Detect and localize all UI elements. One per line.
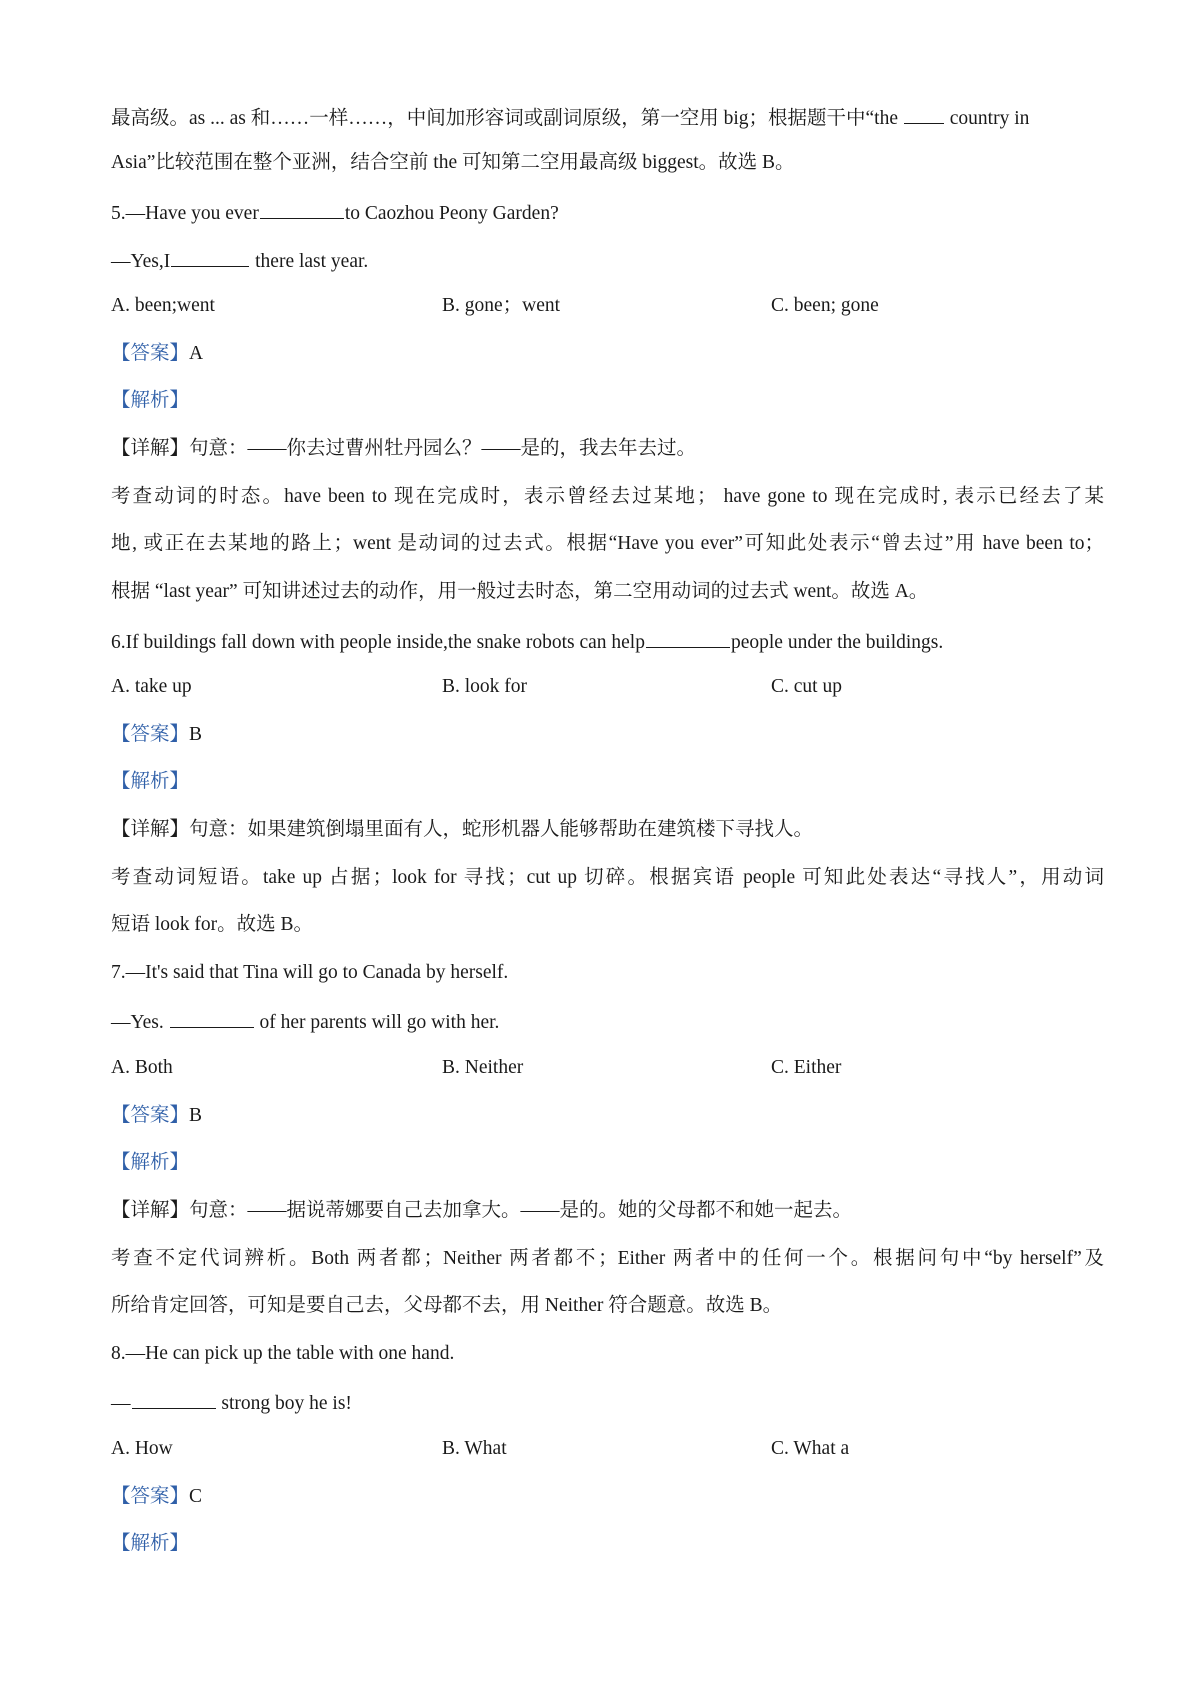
option-a: A. Both [111,1057,173,1078]
option-a: A. How [111,1438,173,1459]
question-6-options [111,672,1104,702]
option-b: B. What [442,1438,507,1459]
option-b: B. gone；went [442,295,561,316]
explanation-text: country in [949,108,1030,129]
blank [260,196,344,219]
question-8-reply: — strong boy he is! [111,1386,1104,1416]
answer-value: B [189,724,203,745]
explanation-line: 短语 look for。故选 B。 [111,914,314,935]
question-8-answer [111,1482,1104,1512]
explanation-text: 最高级。as ... as 和……一样……，中间加形容词或副词原级，第一空用 big；根据题干中“the [111,108,899,129]
blank [132,1386,216,1409]
explanation-line: 考查动词短语。take up 占据；look for 寻找；cut up 切碎。根据宾语 people 可知此处表达“寻找人”，用动词 [111,867,1104,888]
question-6-answer [111,720,1104,750]
question-5-options [111,291,1104,321]
answer-value: C [189,1486,203,1507]
answer-value: A [189,343,204,364]
analysis-tag: 【解析】 [111,1533,190,1554]
blank [171,244,249,267]
option-a: A. been;went [111,295,215,316]
analysis-tag: 【解析】 [111,771,190,792]
question-6-detail: 【详解】句意：如果建筑倒塌里面有人，蛇形机器人能够帮助在建筑楼下寻找人。 [111,819,814,840]
answer-tag: 【答案】 [111,724,190,745]
option-c: C. Either [771,1057,842,1078]
explanation-line: 所给肯定回答，可知是要自己去，父母都不去，用 Neither 符合题意。故选 B。 [111,1295,783,1316]
question-5-answer [111,339,1104,369]
question-5-reply: —Yes,I there last year. [111,244,1104,274]
answer-value: B [189,1105,203,1126]
question-7-options [111,1053,1104,1083]
question-7-answer [111,1101,1104,1131]
question-5-stem: 5.—Have you ever to Caozhou Peony Garden? [111,196,1104,226]
blank [646,625,730,648]
blank [170,1005,254,1028]
question-7-stem: 7.—It's said that Tina will go to Canada by herself. [111,962,509,983]
option-c: C. cut up [771,676,842,697]
answer-tag: 【答案】 [111,343,190,364]
question-8-options [111,1434,1104,1464]
answer-tag: 【答案】 [111,1105,190,1126]
option-b: B. look for [442,676,528,697]
explanation-line [111,101,1104,131]
option-b: B. Neither [442,1057,524,1078]
question-7-reply: —Yes. of her parents will go with her. [111,1005,1104,1035]
option-c: C. been; gone [771,295,879,316]
option-a: A. take up [111,676,192,697]
analysis-tag: 【解析】 [111,1152,190,1173]
option-c: C. What a [771,1438,850,1459]
detail-tag: 【详解】 [111,819,190,840]
detail-tag: 【详解】 [111,438,190,459]
explanation-line: 根据 “last year” 可知讲述过去的动作，用一般过去时态，第二空用动词的过去式 went。故选 A。 [111,581,929,602]
answer-tag: 【答案】 [111,1486,190,1507]
question-6-stem: 6.If buildings fall down with people inside,the snake robots can help people under the buildings. [111,625,1104,655]
explanation-line: Asia”比较范围在整个亚洲，结合空前 the 可知第二空用最高级 biggest。故选 B。 [111,152,795,173]
question-7-detail: 【详解】句意：——据说蒂娜要自己去加拿大。——是的。她的父母都不和她一起去。 [111,1200,853,1221]
question-5-detail: 【详解】句意：——你去过曹州牡丹园么？——是的，我去年去过。 [111,438,697,459]
analysis-tag: 【解析】 [111,390,190,411]
explanation-line: 地, 或正在去某地的路上；went 是动词的过去式。根据“Have you ever”可知此处表示“曾去过”用 have been to； [111,533,1104,554]
detail-tag: 【详解】 [111,1200,190,1221]
explanation-line: 考查动词的时态。have been to 现在完成时，表示曾经去过某地； have gone to 现在完成时, 表示已经去了某 [111,486,1104,507]
question-8-stem: 8.—He can pick up the table with one hand. [111,1343,455,1364]
explanation-line: 考查不定代词辨析。Both 两者都；Neither 两者都不；Either 两者中的任何一个。根据问句中“by herself”及 [111,1248,1104,1269]
blank [904,101,944,124]
